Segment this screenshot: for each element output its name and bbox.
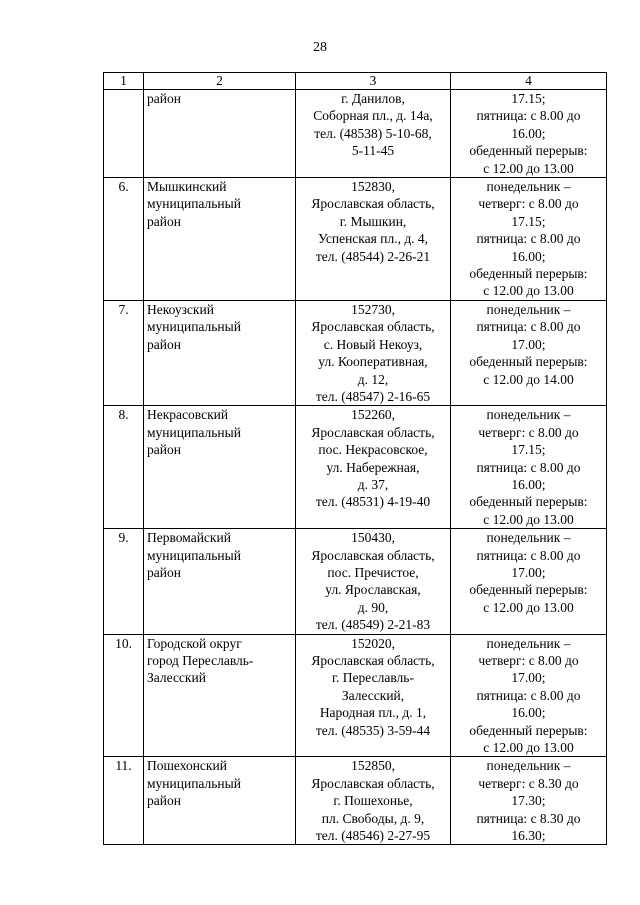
district-name-cell (144, 529, 296, 634)
page-number: 28 (313, 40, 327, 55)
address-cell (296, 529, 451, 634)
district-name-cell (144, 406, 296, 529)
cell-line: Ярославская область, (311, 653, 435, 668)
cell-line: 16.00; (511, 476, 546, 492)
district-name-cell (144, 634, 296, 757)
header-row (104, 73, 607, 90)
cell-line: пл. Свободы, д. 9, (321, 810, 425, 826)
cell-line: г. Пошехонье, (333, 793, 413, 809)
cell-line: Ярославская область, (311, 775, 435, 791)
cell-line: д. 12, (357, 371, 389, 387)
cell-line: понедельник – (486, 635, 571, 651)
cell-line: 16.00; (511, 125, 546, 141)
column-header: 4 (451, 73, 607, 90)
district-name-cell (144, 178, 296, 301)
row-number (104, 90, 144, 178)
cell-line: с. Новый Некоуз, (323, 336, 423, 352)
cell-line: муниципальный (147, 196, 241, 212)
working-hours-cell (451, 178, 607, 301)
cell-line: понедельник – (486, 530, 571, 546)
working-hours-cell (451, 300, 607, 405)
row-number: 8. (104, 406, 144, 529)
cell-line: с 12.00 до 13.00 (483, 511, 574, 527)
cell-line: 16.00; (511, 248, 546, 264)
table-row (104, 634, 607, 757)
cell-line: район (147, 564, 181, 580)
cell-line: с 12.00 до 13.00 (483, 740, 574, 756)
cell-line: 152260, (351, 407, 395, 423)
cell-line: 152730, (351, 301, 395, 317)
cell-line: д. 90, (357, 599, 389, 615)
address-cell (296, 634, 451, 757)
cell-line: пятница: с 8.30 до (476, 810, 581, 826)
cell-line: Залесский, (341, 687, 405, 703)
cell-line: 17.15; (511, 91, 546, 106)
row-number: 6. (104, 178, 144, 301)
cell-line: обеденный перерыв: (469, 143, 588, 159)
cell-line: Городской округ (147, 635, 242, 651)
working-hours-cell (451, 757, 607, 845)
cell-line: пятница: с 8.00 до (476, 459, 581, 475)
cell-line: тел. (48531) 4-19-40 (315, 494, 431, 510)
cell-line: четверг: с 8.00 до (478, 196, 579, 212)
column-header: 2 (144, 73, 296, 90)
cell-line: муниципальный (147, 547, 241, 563)
cell-line: обеденный перерыв: (469, 494, 588, 510)
cell-line: муниципальный (147, 319, 241, 335)
cell-line: город Переславль- (147, 653, 254, 668)
cell-line: 17.15; (511, 442, 546, 458)
cell-line: ул. Набережная, (326, 459, 420, 475)
cell-line: район (147, 213, 181, 229)
cell-line: Пошехонский (147, 758, 227, 774)
cell-line: пос. Пречистое, (327, 564, 419, 580)
table-row (104, 529, 607, 634)
table-row (104, 178, 607, 301)
cell-line: тел. (48546) 2-27-95 (315, 828, 431, 844)
cell-line: ул. Ярославская, (325, 582, 421, 598)
cell-line: район (147, 91, 181, 106)
cell-line: Ярославская область, (311, 196, 435, 212)
cell-line: пятница: с 8.00 до (476, 687, 581, 703)
working-hours-cell (451, 406, 607, 529)
working-hours-cell (451, 529, 607, 634)
row-number: 10. (104, 634, 144, 757)
cell-line: район (147, 336, 181, 352)
cell-line: понедельник – (486, 407, 571, 423)
cell-line: понедельник – (486, 758, 571, 774)
cell-line: пятница: с 8.00 до (476, 108, 581, 124)
district-name-cell (144, 90, 296, 178)
cell-line: 150430, (351, 530, 395, 546)
column-header: 3 (296, 73, 451, 90)
cell-line: 152850, (351, 758, 395, 774)
cell-line: Успенская пл., д. 4, (317, 231, 429, 247)
working-hours-cell (451, 90, 607, 178)
cell-line: обеденный перерыв: (469, 266, 588, 282)
cell-line: тел. (48547) 2-16-65 (315, 388, 431, 404)
address-cell (296, 757, 451, 845)
cell-line: понедельник – (486, 301, 571, 317)
cell-line: 16.30; (511, 828, 546, 844)
cell-line: с 12.00 до 13.00 (483, 160, 574, 176)
row-number: 9. (104, 529, 144, 634)
table-row (104, 90, 607, 178)
cell-line: Некоузский (147, 301, 214, 317)
cell-line: г. Переславль- (332, 670, 414, 686)
cell-line: район (147, 793, 181, 809)
cell-line: обеденный перерыв: (469, 722, 588, 738)
cell-line: 17.15; (511, 213, 546, 229)
cell-line: четверг: с 8.00 до (478, 424, 579, 440)
table-row (104, 300, 607, 405)
cell-line: 152830, (351, 179, 395, 195)
cell-line: четверг: с 8.30 до (478, 775, 579, 791)
cell-line: ул. Кооперативная, (318, 354, 428, 370)
cell-line: обеденный перерыв: (469, 582, 588, 598)
cell-line: д. 37, (357, 476, 389, 492)
cell-line: тел. (48549) 2-21-83 (315, 617, 431, 633)
column-header: 1 (104, 73, 144, 90)
cell-line: 17.00; (511, 670, 546, 686)
cell-line: понедельник – (486, 179, 571, 195)
cell-line: район (147, 442, 181, 458)
cell-line: 5-11-45 (351, 143, 395, 159)
cell-line: г. Данилов, (341, 91, 405, 106)
cell-line: Залесский (147, 670, 206, 686)
address-cell (296, 406, 451, 529)
cell-line: 16.00; (511, 705, 546, 721)
offices-table (103, 72, 607, 845)
cell-line: Ярославская область, (311, 319, 435, 335)
table-row (104, 757, 607, 845)
table-row (104, 406, 607, 529)
cell-line: муниципальный (147, 424, 241, 440)
cell-line: обеденный перерыв: (469, 354, 588, 370)
cell-line: муниципальный (147, 775, 241, 791)
cell-line: пос. Некрасовское, (318, 442, 428, 458)
cell-line: Мышкинский (147, 179, 227, 195)
cell-line: Народная пл., д. 1, (319, 705, 427, 721)
cell-line: Первомайский (147, 530, 231, 546)
cell-line: с 12.00 до 14.00 (483, 371, 574, 387)
cell-line: 17.00; (511, 336, 546, 352)
cell-line: пятница: с 8.00 до (476, 231, 581, 247)
district-name-cell (144, 300, 296, 405)
row-number: 11. (104, 757, 144, 845)
cell-line: Соборная пл., д. 14а, (313, 108, 433, 124)
cell-line: Ярославская область, (311, 424, 435, 440)
district-name-cell (144, 757, 296, 845)
cell-line: Ярославская область, (311, 547, 435, 563)
cell-line: четверг: с 8.00 до (478, 653, 579, 668)
working-hours-cell (451, 634, 607, 757)
cell-line: 17.00; (511, 564, 546, 580)
table-body (104, 73, 607, 845)
address-cell (296, 300, 451, 405)
cell-line: 17.30; (511, 793, 546, 809)
cell-line: пятница: с 8.00 до (476, 547, 581, 563)
cell-line: Некрасовский (147, 407, 229, 423)
cell-line: тел. (48544) 2-26-21 (315, 248, 431, 264)
row-number: 7. (104, 300, 144, 405)
cell-line: 152020, (351, 635, 395, 651)
cell-line: тел. (48535) 3-59-44 (315, 722, 431, 738)
cell-line: г. Мышкин, (339, 213, 407, 229)
cell-line: с 12.00 до 13.00 (483, 283, 574, 299)
address-cell (296, 178, 451, 301)
cell-line: пятница: с 8.00 до (476, 319, 581, 335)
cell-line: с 12.00 до 13.00 (483, 599, 574, 615)
address-cell (296, 90, 451, 178)
cell-line: тел. (48538) 5-10-68, (314, 125, 432, 141)
